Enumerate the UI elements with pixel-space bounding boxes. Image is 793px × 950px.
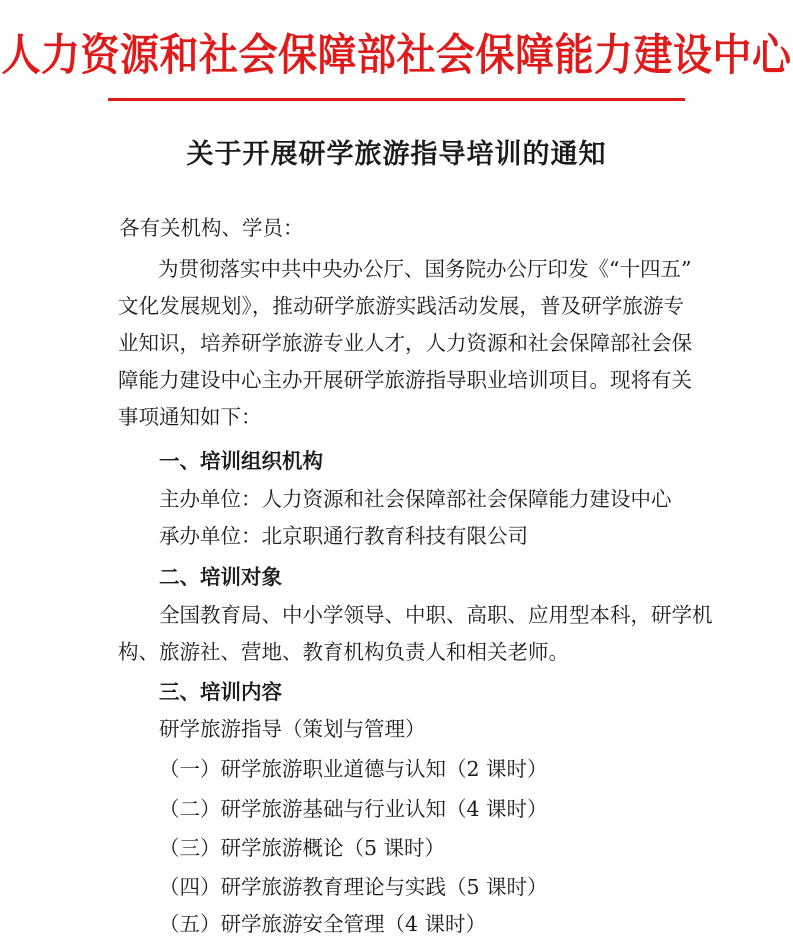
module-item: （一）研学旅游职业道德与认知（2 课时） — [159, 757, 548, 781]
masthead-divider — [108, 98, 685, 101]
intro-line-3: 业知识，培养研学旅游专业人才，人力资源和社会保障部社会保 — [118, 331, 692, 355]
intro-line-4: 障能力建设中心主办开展研学旅游指导职业培训项目。现将有关 — [118, 368, 692, 392]
section-1-heading: 一、培训组织机构 — [159, 449, 323, 473]
section-2-heading: 二、培训对象 — [159, 565, 282, 589]
module-item: （五）研学旅游安全管理（4 课时） — [159, 912, 487, 936]
organizer-unit: 承办单位：北京职通行教育科技有限公司 — [159, 524, 528, 548]
document-title: 关于开展研学旅游指导培训的通知 — [186, 139, 607, 170]
salutation: 各有关机构、学员： — [119, 216, 304, 240]
course-title: 研学旅游指导（策划与管理） — [159, 717, 426, 741]
intro-line-1: 为贯彻落实中共中央办公厅、国务院办公厅印发《“十四五” — [158, 257, 692, 281]
module-item: （四）研学旅游教育理论与实践（5 课时） — [159, 875, 548, 899]
module-item: （二）研学旅游基础与行业认知（4 课时） — [159, 797, 548, 821]
section-3-heading: 三、培训内容 — [159, 680, 282, 704]
audience-line-2: 构、旅游社、营地、教育机构负责人和相关老师。 — [118, 640, 569, 664]
intro-line-5: 事项通知如下： — [118, 405, 262, 429]
audience-line-1: 全国教育局、中小学领导、中职、高职、应用型本科，研学机 — [159, 603, 713, 627]
intro-line-2: 文化发展规划》，推动研学旅游实践活动发展，普及研学旅游专 — [118, 294, 684, 318]
host-unit: 主办单位：人力资源和社会保障部社会保障能力建设中心 — [159, 487, 672, 511]
masthead-organization: 人力资源和社会保障部社会保障能力建设中心 — [1, 30, 792, 82]
module-item: （三）研学旅游概论（5 课时） — [159, 836, 446, 860]
